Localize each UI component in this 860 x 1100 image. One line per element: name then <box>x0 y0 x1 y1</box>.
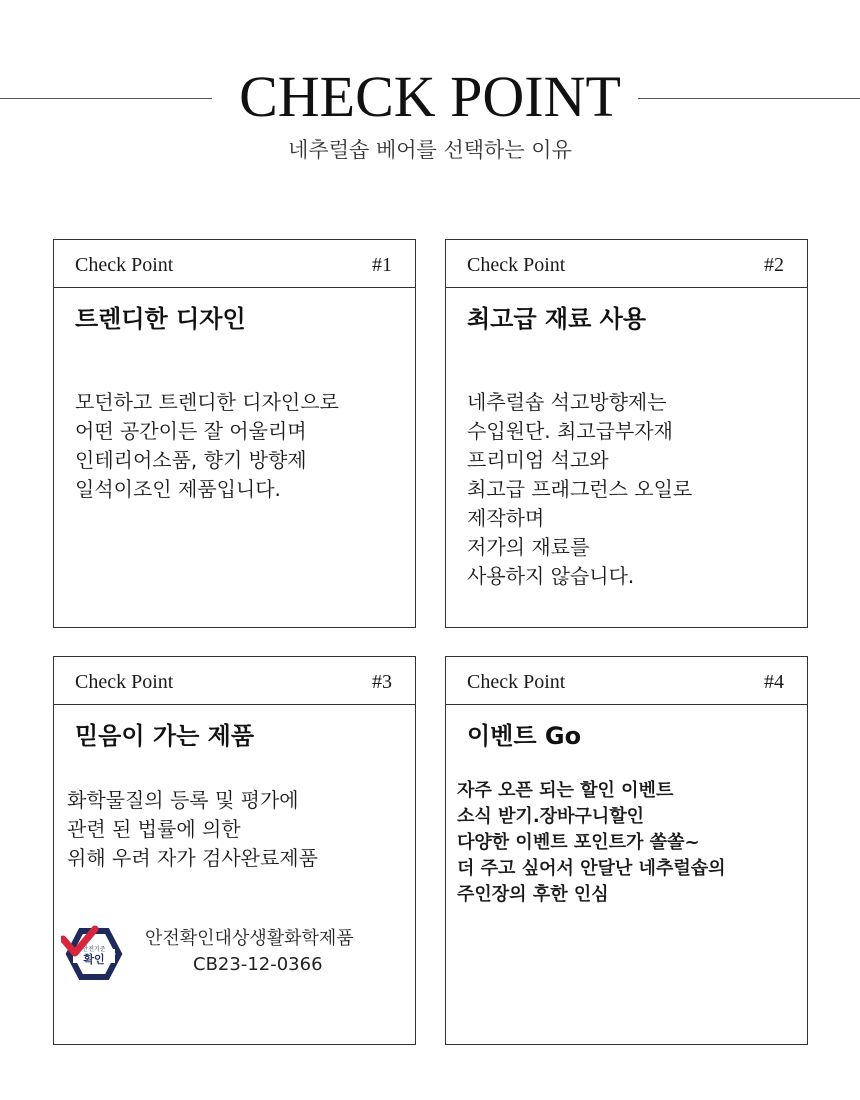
description-line: 모던하고 트렌디한 디자인으로 <box>75 390 339 414</box>
description-line: 프리미엄 석고와 <box>467 448 609 472</box>
card-label: Check Point <box>467 671 566 693</box>
card-number: #4 <box>764 671 784 693</box>
page-subtitle: 네추럴솝 베어를 선택하는 이유 <box>288 138 572 162</box>
description-line: 위해 우려 자가 검사완료제품 <box>67 846 318 870</box>
card-title: 믿음이 가는 제품 <box>75 722 254 750</box>
description-line: 네추럴솝 석고방향제는 <box>467 390 667 414</box>
card-label: Check Point <box>467 254 566 276</box>
check-point-card-3 <box>53 656 416 1045</box>
card-title: 트렌디한 디자인 <box>75 305 246 333</box>
description-line: 인테리어소품, 향기 방향제 <box>75 448 307 472</box>
description-line: 소식 받기.장바구니할인 <box>457 806 644 827</box>
card-header <box>54 657 415 705</box>
card-description <box>467 388 795 591</box>
certification-name: 안전확인대상생활화학제품 <box>145 928 354 949</box>
description-line: 일석이조인 제품입니다. <box>75 477 281 501</box>
card-label: Check Point <box>75 671 174 693</box>
card-header <box>446 240 807 288</box>
description-line: 수입원단. 최고급부자재 <box>467 419 673 443</box>
safety-certification <box>61 919 411 989</box>
safety-check-mark-icon <box>61 925 127 983</box>
description-line: 다양한 이벤트 포인트가 쏠쏠~ <box>457 832 700 853</box>
certification-code: CB23-12-0366 <box>193 954 323 975</box>
mark-caption: 안전기준 <box>82 946 106 953</box>
description-line: 저가의 재료를 <box>467 535 590 559</box>
card-title: 최고급 재료 사용 <box>467 305 646 333</box>
card-description <box>75 388 403 504</box>
description-line: 자주 오픈 되는 할인 이벤트 <box>457 780 674 801</box>
description-line: 제작하며 <box>467 506 545 530</box>
page-title: CHECK POINT <box>239 64 621 129</box>
description-line: 사용하지 않습니다. <box>467 564 635 588</box>
card-title: 이벤트 Go <box>467 722 582 750</box>
card-description <box>457 778 795 908</box>
card-number: #2 <box>764 254 784 276</box>
description-line: 관련 된 법률에 의한 <box>67 817 241 841</box>
card-description <box>67 786 403 873</box>
description-line: 화학물질의 등록 및 평가에 <box>67 788 299 812</box>
card-header <box>446 657 807 705</box>
description-line: 어떤 공간이든 잘 어울리며 <box>75 419 307 443</box>
check-point-card-1 <box>53 239 416 628</box>
check-point-card-4 <box>445 656 808 1045</box>
description-line: 최고급 프래그런스 오일로 <box>467 477 693 501</box>
mark-label: 확인 <box>83 953 105 966</box>
description-line: 더 주고 싶어서 안달난 네추럴솝의 <box>457 858 726 879</box>
check-point-card-2 <box>445 239 808 628</box>
card-header <box>54 240 415 288</box>
card-number: #1 <box>372 254 392 276</box>
description-line: 주인장의 후한 인심 <box>457 884 609 905</box>
card-label: Check Point <box>75 254 174 276</box>
card-number: #3 <box>372 671 392 693</box>
